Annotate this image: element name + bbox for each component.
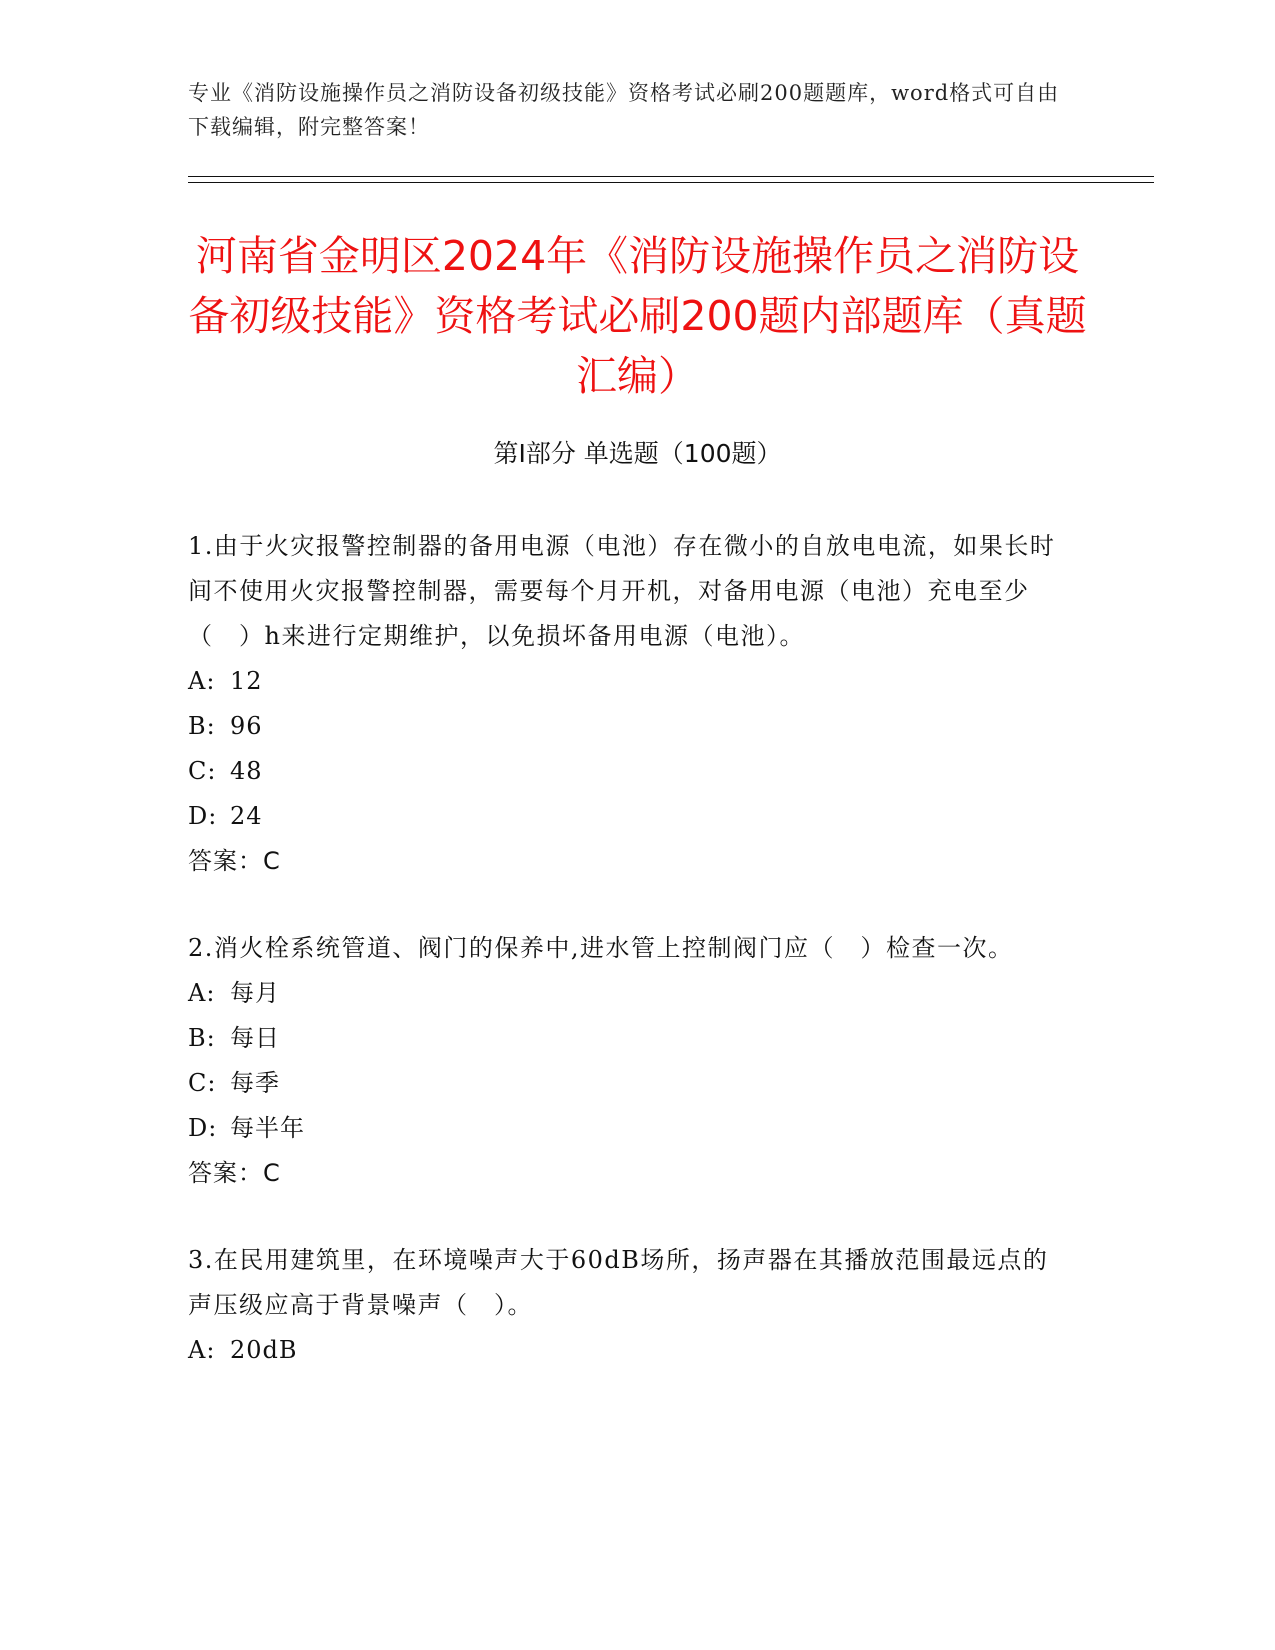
question-stem: 2.消火栓系统管道、阀门的保养中,进水管上控制阀门应（ ）检查一次。 (188, 934, 1014, 962)
option-text: 每半年 (230, 1114, 305, 1142)
option-a (188, 971, 1068, 1016)
header-rule-top (188, 176, 1154, 177)
option-text: 每季 (230, 1069, 280, 1097)
option-b (188, 704, 1068, 749)
option-text: 96 (230, 712, 263, 740)
option-text: 每日 (230, 1024, 280, 1052)
option-letter: C: (188, 757, 217, 785)
question-list (188, 524, 1068, 1415)
option-c (188, 749, 1068, 794)
question-3 (188, 1238, 1068, 1373)
option-text: 每月 (230, 979, 280, 1007)
option-b (188, 1016, 1068, 1061)
option-text: 24 (230, 802, 263, 830)
option-a (188, 659, 1068, 704)
document-title: 河南省金明区2024年《消防设施操作员之消防设备初级技能》资格考试必刷200题内部题库（真题汇编） (188, 232, 1087, 400)
option-letter: A: (188, 1336, 216, 1364)
option-letter: D: (188, 802, 218, 830)
option-d (188, 794, 1068, 839)
header-note: 专业《消防设施操作员之消防设备初级技能》资格考试必刷200题题库，word格式可自由下载编辑，附完整答案！ (188, 81, 1060, 139)
option-text: 20dB (230, 1336, 298, 1364)
question-stem: 1.由于火灾报警控制器的备用电源（电池）存在微小的自放电电流，如果长时间不使用火灾报警控制器，需要每个月开机，对备用电源（电池）充电至少（ ）h来进行定期维护，以免损坏备用电源（电池）。 (188, 532, 1056, 650)
option-text: 12 (230, 667, 263, 695)
option-a (188, 1328, 1068, 1373)
option-text: 48 (230, 757, 263, 785)
option-d (188, 1106, 1068, 1151)
section-heading: 第Ⅰ部分 单选题（100题） (493, 439, 782, 468)
question-1 (188, 524, 1068, 884)
header-rule-bottom (188, 182, 1154, 183)
option-letter: B: (188, 1024, 216, 1052)
answer-line: 答案：C (188, 847, 281, 875)
question-stem: 3.在民用建筑里，在环境噪声大于60dB场所，扬声器在其播放范围最远点的声压级应高于背景噪声（ ）。 (188, 1246, 1049, 1319)
answer-line: 答案：C (188, 1159, 281, 1187)
question-2 (188, 926, 1068, 1196)
option-letter: A: (188, 667, 216, 695)
option-letter: C: (188, 1069, 217, 1097)
option-letter: A: (188, 979, 216, 1007)
option-letter: D: (188, 1114, 218, 1142)
option-letter: B: (188, 712, 216, 740)
option-c (188, 1061, 1068, 1106)
